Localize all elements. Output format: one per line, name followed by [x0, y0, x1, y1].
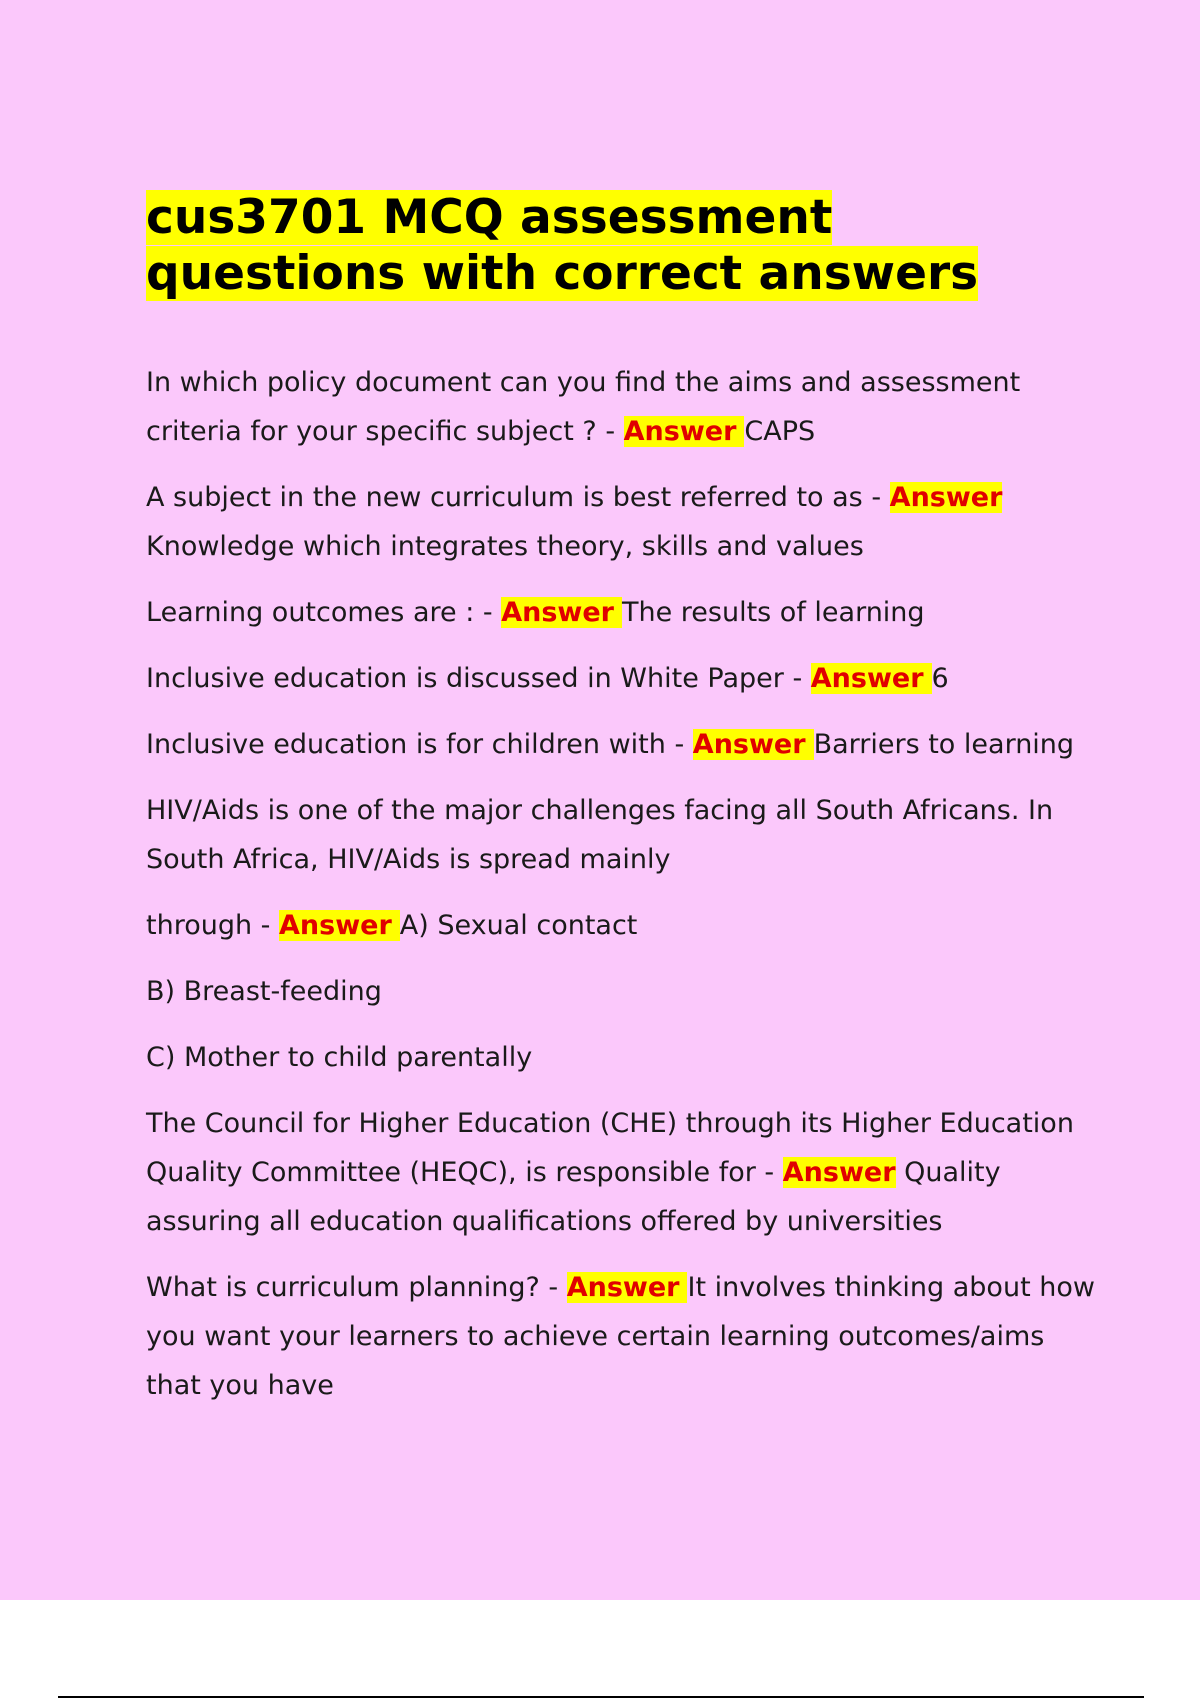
answer-label: Answer: [624, 416, 745, 447]
answer-label: Answer: [279, 910, 400, 941]
answer-text: It involves thinking about how you want your learners to achieve certain learning outcomes/aims that you have: [146, 1272, 1095, 1401]
question-text: Inclusive education is for children with -: [146, 729, 693, 760]
answer-text: Knowledge which integrates theory, skills and values: [146, 531, 864, 562]
qa-item: [146, 358, 1096, 456]
question-text: What is curriculum planning? -: [146, 1272, 567, 1303]
question-text: In which policy document can you find the aims and assessment criteria for your specific subject ? -: [146, 367, 1021, 447]
document-content: [146, 190, 1096, 1427]
qa-item: [146, 1263, 1096, 1410]
answer-text: CAPS: [744, 416, 816, 447]
plain-paragraph: C) Mother to child parentally: [146, 1042, 533, 1073]
document-title: [146, 190, 1096, 302]
answer-text: Quality assuring all education qualifications offered by universities: [146, 1157, 1001, 1237]
qa-item: [146, 901, 1096, 950]
question-text: The Council for Higher Education (CHE) through its Higher Education Quality Committee (HEQC), is responsible for -: [146, 1108, 1074, 1188]
qa-item: [146, 473, 1096, 571]
answer-label: Answer: [693, 729, 814, 760]
answer-text: Barriers to learning: [813, 729, 1075, 760]
answer-label: Answer: [811, 663, 932, 694]
qa-item: [146, 720, 1096, 769]
qa-item: [146, 588, 1096, 637]
question-text: through -: [146, 910, 279, 941]
answer-text: A) Sexual contact: [399, 910, 638, 941]
document-title-text: cus3701 MCQ assessment questions with correct answers: [146, 190, 979, 301]
question-text: A subject in the new curriculum is best referred to as -: [146, 482, 890, 513]
answer-label: Answer: [782, 1157, 896, 1188]
answer-label: Answer: [567, 1272, 688, 1303]
answer-text: 6: [931, 663, 949, 694]
answer-label: Answer: [889, 482, 1003, 513]
answer-text: The results of learning: [621, 597, 925, 628]
answer-label: Answer: [501, 597, 622, 628]
qa-item: [146, 654, 1096, 703]
plain-paragraph: B) Breast-feeding: [146, 976, 382, 1007]
question-text: Learning outcomes are : -: [146, 597, 502, 628]
footer-divider: [58, 1696, 1144, 1698]
plain-paragraph: HIV/Aids is one of the major challenges facing all South Africans. In South Africa, HIV/Aids is spread mainly: [146, 795, 1054, 875]
qa-item: [146, 1099, 1096, 1246]
question-text: Inclusive education is discussed in White Paper -: [146, 663, 811, 694]
